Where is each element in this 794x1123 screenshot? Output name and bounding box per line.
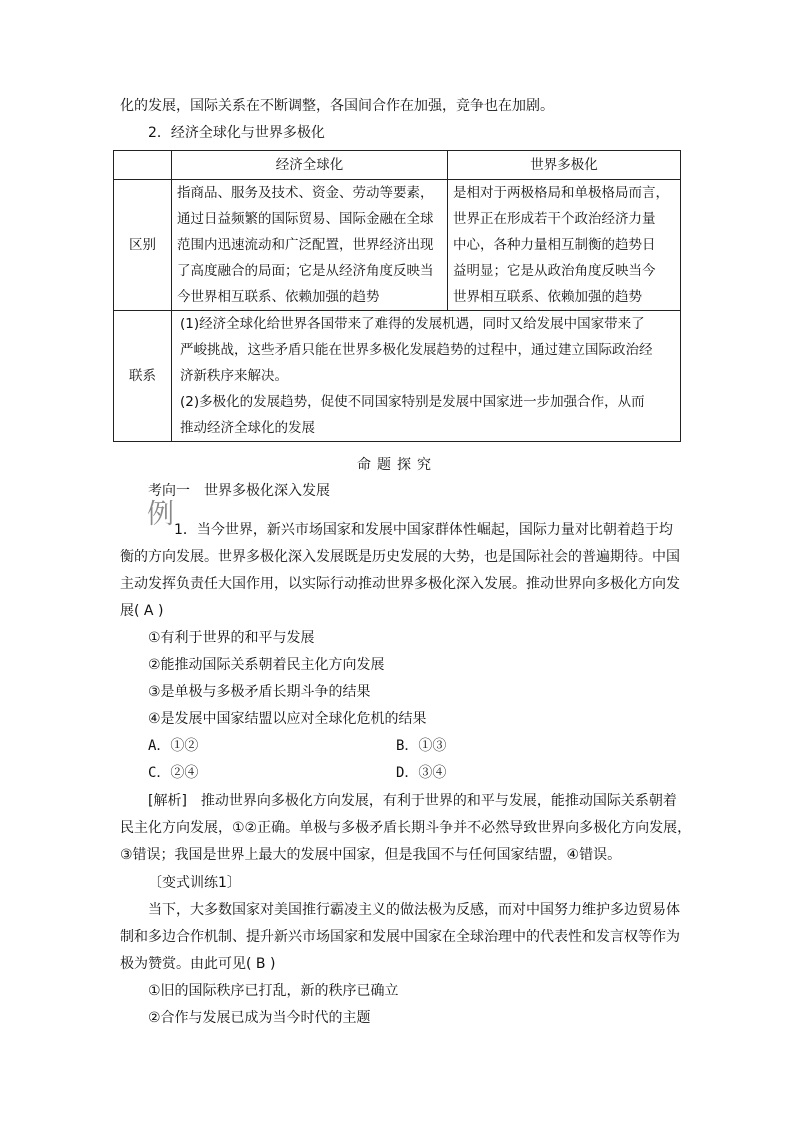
intro-text: 化的发展，国际关系在不断调整，各国间合作在加强，竞争也在加剧。 <box>120 98 554 114</box>
row-label-link: 联系 <box>114 311 172 442</box>
cell-line: 是相对于两极格局和单极格局而言， <box>453 185 669 201</box>
variant-question-line: 极为赞赏。由此可见( B ) <box>120 956 276 972</box>
table-header-empty <box>114 151 172 180</box>
example-mark: 例 <box>147 499 174 530</box>
example-question-line: 主动发挥负责任大国作用，以实际行动推动世界多极化深入发展。推动世界向多极化方向发 <box>120 576 680 592</box>
analysis-line: 民主化方向发展，①②正确。单极与多极矛盾长期斗争并不必然导致世界向多极化方向发展， <box>120 820 692 836</box>
variant-question-line: 当下，大多数国家对美国推行霸凌主义的做法极为反感，而对中国努力维护多边贸易体 <box>148 902 680 918</box>
option-c: C．②④ <box>148 765 199 781</box>
table-row-link <box>114 311 681 442</box>
example-question-line: 1．当今世界，新兴市场国家和发展中国家群体性崛起，国际力量对比朝着趋于均 <box>174 522 673 538</box>
comparison-table <box>113 150 681 442</box>
option-a: A．①② <box>148 738 199 754</box>
analysis-line: ③错误；我国是世界上最大的发展中国家，但是我国不与任何国家结盟，④错误。 <box>120 847 622 863</box>
section-heading: 2．经济全球化与世界多极化 <box>148 125 325 141</box>
cell-line: (2)多极化的发展趋势，促使不同国家特别是发展中国家进一步加强合作，从而 <box>180 394 645 410</box>
table-row-difference <box>114 180 681 311</box>
cell-line: 严峻挑战，这些矛盾只能在世界多极化发展趋势的过程中，通过建立国际政治经 <box>180 342 653 358</box>
cell-econ-difference <box>172 180 448 311</box>
cell-line: 益明显；它是从政治角度反映当今 <box>453 263 656 279</box>
variant-item: ①旧的国际秩序已打乱，新的秩序已确立 <box>148 983 399 999</box>
cell-line: 今世界相互联系、依赖加强的趋势 <box>177 289 380 305</box>
cell-line: 了高度融合的局面；它是从经济角度反映当 <box>177 263 434 279</box>
variant-title: 〔变式训练1〕 <box>148 875 241 891</box>
cell-line: 济新秩序来解决。 <box>180 368 288 384</box>
example-question-line: 展( A ) <box>120 603 164 619</box>
table-header-row <box>114 151 681 180</box>
example-item: ②能推动国际关系朝着民主化方向发展 <box>148 657 385 673</box>
cell-line: 推动经济全球化的发展 <box>180 420 315 436</box>
cell-line: 世界正在形成若干个政治经济力量 <box>453 211 656 227</box>
table-header-economic-globalization: 经济全球化 <box>172 151 448 180</box>
option-b: B．①③ <box>396 738 447 754</box>
variant-question-line: 制和多边合作机制、提升新兴市场国家和发展中国家在全球治理中的代表性和发言权等作为 <box>120 929 680 945</box>
example-item: ③是单极与多极矛盾长期斗争的结果 <box>148 684 371 700</box>
cell-line: (1)经济全球化给世界各国带来了难得的发展机遇，同时又给发展中国家带来了 <box>180 316 645 332</box>
example-item: ④是发展中国家结盟以应对全球化危机的结果 <box>148 711 427 727</box>
variant-item: ②合作与发展已成为当今时代的主题 <box>148 1010 371 1026</box>
section-title: 命题探究 <box>357 457 437 473</box>
row-label-difference: 区别 <box>114 180 172 311</box>
cell-line: 中心，各种力量相互制衡的趋势日 <box>453 237 656 253</box>
cell-line: 指商品、服务及技术、资金、劳动等要素， <box>177 185 434 201</box>
cell-line: 范围内迅速流动和广泛配置，世界经济出现 <box>177 237 434 253</box>
table-header-multipolarization: 世界多极化 <box>448 151 681 180</box>
cell-line: 世界相互联系、依赖加强的趋势 <box>453 289 642 305</box>
cell-link <box>172 311 681 442</box>
cell-multi-difference <box>448 180 681 311</box>
example-item: ①有利于世界的和平与发展 <box>148 630 315 646</box>
example-question-line: 衡的方向发展。世界多极化深入发展既是历史发展的大势，也是国际社会的普遍期待。中国 <box>120 549 680 565</box>
option-d: D．③④ <box>396 765 447 781</box>
analysis-line: [解析] 推动世界向多极化方向发展，有利于世界的和平与发展，能推动国际关系朝着 <box>148 793 677 809</box>
cell-line: 通过日益频繁的国际贸易、国际金融在全球 <box>177 211 434 227</box>
direction-heading: 考向一 世界多极化深入发展 <box>148 483 330 499</box>
